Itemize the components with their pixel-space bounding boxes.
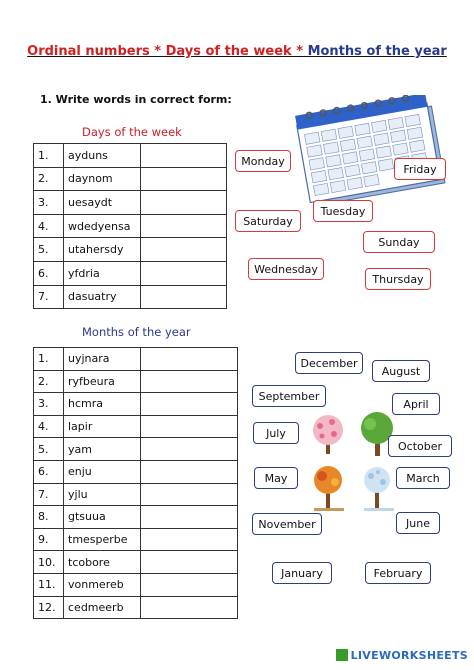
row-number: 5. <box>34 438 64 461</box>
word-box-february[interactable]: February <box>365 562 431 584</box>
scrambled-word: ryfbeura <box>64 370 141 393</box>
word-box-may[interactable]: May <box>254 467 298 489</box>
brand-name: LIVEWORKSHEETS <box>350 648 468 662</box>
word-box-thursday[interactable]: Thursday <box>365 268 431 290</box>
brand-logo-icon <box>336 649 348 661</box>
table-row <box>34 528 238 551</box>
word-box-july[interactable]: July <box>253 422 299 444</box>
instruction: 1. Write words in correct form: <box>40 93 232 106</box>
scrambled-word: gtsuua <box>64 506 141 529</box>
row-number: 4. <box>34 214 64 238</box>
table-row <box>34 438 238 461</box>
answer-cell[interactable] <box>141 370 238 393</box>
table-row <box>34 214 227 238</box>
title-ordinal: Ordinal numbers * <box>27 44 162 59</box>
answer-cell[interactable] <box>141 238 227 262</box>
title-months: Months of the year <box>307 44 447 59</box>
word-box-june[interactable]: June <box>396 512 440 534</box>
answer-cell[interactable] <box>141 460 238 483</box>
row-number: 11. <box>34 573 64 596</box>
table-row <box>34 238 227 262</box>
scrambled-word: tmesperbe <box>64 528 141 551</box>
word-box-sunday[interactable]: Sunday <box>363 231 435 253</box>
word-box-september[interactable]: September <box>252 385 326 407</box>
scrambled-word: yjlu <box>64 483 141 506</box>
scrambled-word: enju <box>64 460 141 483</box>
row-number: 7. <box>34 483 64 506</box>
table-row <box>34 551 238 574</box>
row-number: 1. <box>34 144 64 168</box>
scrambled-word: wdedyensa <box>64 214 141 238</box>
page-title <box>0 44 474 59</box>
scrambled-word: tcobore <box>64 551 141 574</box>
table-row <box>34 261 227 285</box>
table-row <box>34 144 227 168</box>
table-row <box>34 167 227 191</box>
row-number: 3. <box>34 393 64 416</box>
row-number: 6. <box>34 261 64 285</box>
answer-cell[interactable] <box>141 551 238 574</box>
answer-cell[interactable] <box>141 573 238 596</box>
scrambled-word: daynom <box>64 167 141 191</box>
word-box-monday[interactable]: Monday <box>235 150 291 172</box>
table-row <box>34 460 238 483</box>
word-box-april[interactable]: April <box>392 393 440 415</box>
row-number: 1. <box>34 348 64 371</box>
row-number: 10. <box>34 551 64 574</box>
row-number: 9. <box>34 528 64 551</box>
scrambled-word: utahersdy <box>64 238 141 262</box>
answer-cell[interactable] <box>141 528 238 551</box>
answer-cell[interactable] <box>141 214 227 238</box>
word-box-tuesday[interactable]: Tuesday <box>313 200 373 222</box>
scrambled-word: yfdria <box>64 261 141 285</box>
answer-cell[interactable] <box>141 415 238 438</box>
answer-cell[interactable] <box>141 261 227 285</box>
row-number: 2. <box>34 370 64 393</box>
calendar-icon <box>292 95 452 203</box>
table-row <box>34 370 238 393</box>
table-row <box>34 573 238 596</box>
row-number: 3. <box>34 191 64 215</box>
seasons-trees-icon <box>306 412 406 516</box>
word-box-december[interactable]: December <box>295 352 363 374</box>
word-box-friday[interactable]: Friday <box>394 158 446 180</box>
scrambled-word: hcmra <box>64 393 141 416</box>
word-box-wednesday[interactable]: Wednesday <box>248 258 324 280</box>
row-number: 12. <box>34 596 64 619</box>
table-row <box>34 483 238 506</box>
table-row <box>34 506 238 529</box>
scrambled-word: vonmereb <box>64 573 141 596</box>
scrambled-word: uesaydt <box>64 191 141 215</box>
scrambled-word: uyjnara <box>64 348 141 371</box>
answer-cell[interactable] <box>141 285 227 309</box>
months-table <box>33 347 238 619</box>
table-row <box>34 393 238 416</box>
table-row <box>34 348 238 371</box>
answer-cell[interactable] <box>141 348 238 371</box>
answer-cell[interactable] <box>141 191 227 215</box>
row-number: 8. <box>34 506 64 529</box>
answer-cell[interactable] <box>141 393 238 416</box>
answer-cell[interactable] <box>141 438 238 461</box>
word-box-march[interactable]: March <box>396 467 450 489</box>
scrambled-word: cedmeerb <box>64 596 141 619</box>
scrambled-word: lapir <box>64 415 141 438</box>
table-row <box>34 596 238 619</box>
scrambled-word: ayduns <box>64 144 141 168</box>
row-number: 6. <box>34 460 64 483</box>
word-box-august[interactable]: August <box>372 360 430 382</box>
scrambled-word: yam <box>64 438 141 461</box>
answer-cell[interactable] <box>141 167 227 191</box>
row-number: 7. <box>34 285 64 309</box>
word-box-november[interactable]: November <box>252 513 322 535</box>
row-number: 2. <box>34 167 64 191</box>
table-row <box>34 285 227 309</box>
answer-cell[interactable] <box>141 506 238 529</box>
answer-cell[interactable] <box>141 144 227 168</box>
word-box-saturday[interactable]: Saturday <box>235 210 301 232</box>
word-box-january[interactable]: January <box>272 562 332 584</box>
scrambled-word: dasuatry <box>64 285 141 309</box>
table-row <box>34 415 238 438</box>
title-days: Days of the week * <box>165 44 304 59</box>
answer-cell[interactable] <box>141 483 238 506</box>
row-number: 4. <box>34 415 64 438</box>
row-number: 5. <box>34 238 64 262</box>
footer-brand <box>336 644 468 666</box>
word-box-october[interactable]: October <box>388 435 452 457</box>
days-heading: Days of the week <box>82 125 182 139</box>
months-heading: Months of the year <box>82 325 191 339</box>
table-row <box>34 191 227 215</box>
days-table <box>33 143 227 309</box>
answer-cell[interactable] <box>141 596 238 619</box>
